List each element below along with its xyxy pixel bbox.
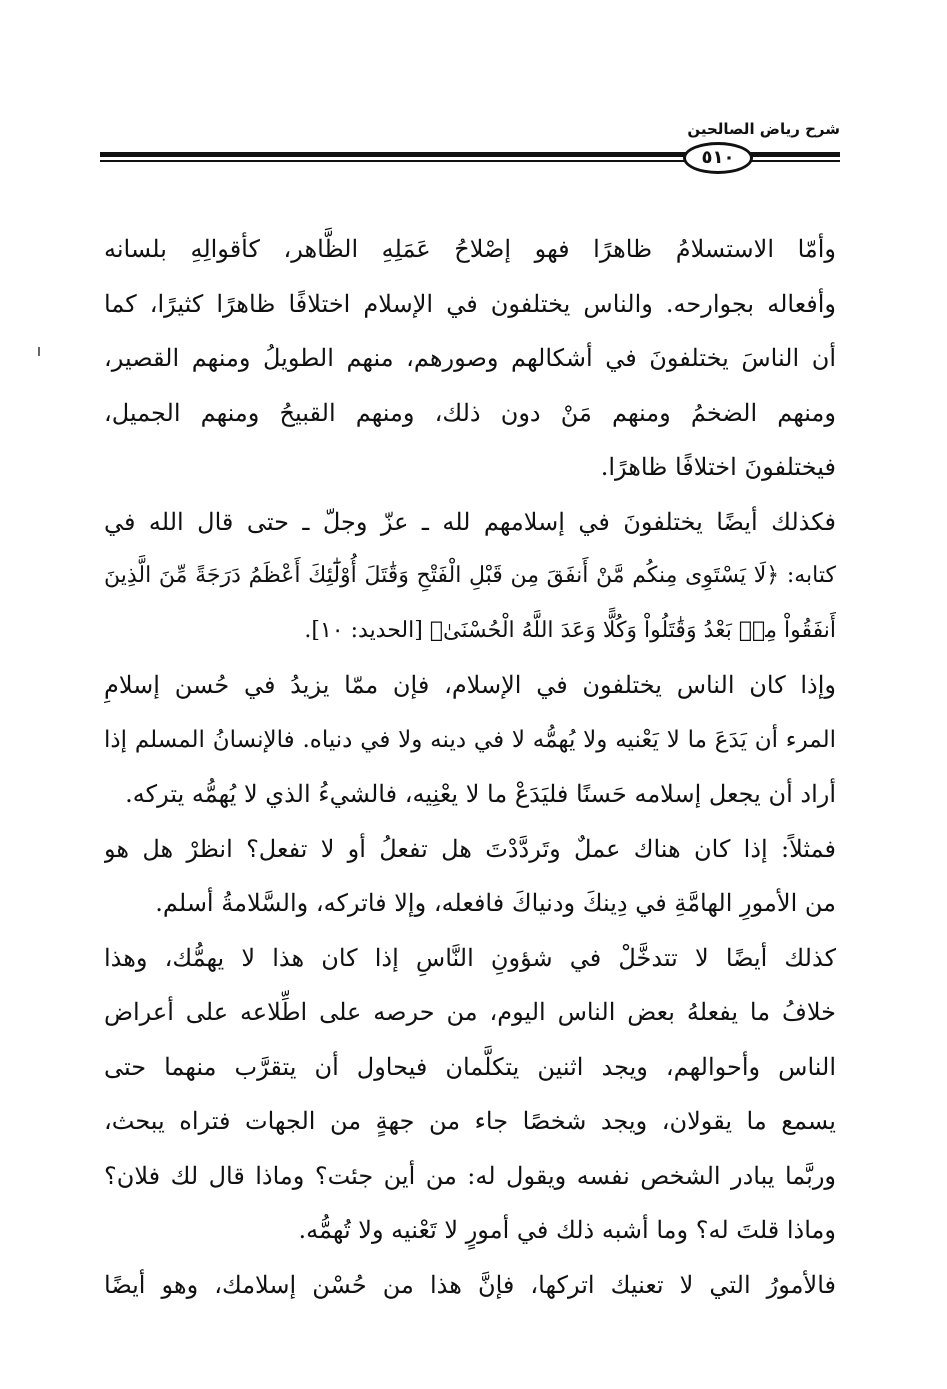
text-line: فيختلفونَ اختلافًا ظاهرًا. <box>600 453 836 481</box>
text-line: يسمع ما يقولان، ويجد شخصًا جاء من جهةٍ من الجهات فتراه يبحث، <box>104 1107 836 1135</box>
text-line: خلافُ ما يفعلهُ بعض الناس اليوم، من حرصه على اطِّلاعه على أعراض <box>104 998 836 1026</box>
text-line: أن الناسَ يختلفونَ في أشكالهم وصورهم، منهم الطويلُ ومنهم القصير، <box>104 344 836 372</box>
text-line: أراد أن يجعل إسلامه حَسنًا فليَدَعْ ما لا يعْنِيه، فالشيءُ الذي لا يُهمُّه يتركه. <box>125 780 836 808</box>
text-line: فمثلاً: إذا كان هناك عملٌ وتَردَّدْتَ هل تفعلُ أو لا تفعل؟ انظرْ هل هو <box>104 834 836 863</box>
quran-verse-line: كتابه: ﴿لَا يَسْتَوِى مِنكُم مَّنْ أَنفَقَ مِن قَبْلِ الْفَتْحِ وَقَٰتَلَ أُوْلَٰٓئِكَ أَعْظَمُ دَرَجَةً مِّنَ الَّذِينَ <box>104 563 836 588</box>
page-number: ٥١٠ <box>701 147 735 168</box>
text-line: وماذا قلتَ له؟ وما أشبه ذلك في أمورٍ لا تَعْنيه ولا تُهمُّه. <box>298 1216 836 1244</box>
page-text <box>104 222 836 1312</box>
running-header <box>100 120 840 142</box>
text-line: المرء أن يَدَعَ ما لا يَعْنيه ولا يُهمُّه لا في دينه ولا في دنياه. فالإنسانُ المسلم إذا <box>104 726 836 753</box>
text-line: وأفعاله بجوارحه. والناس يختلفون في الإسلام اختلافًا ظاهرًا كثيرًا، كما <box>104 289 836 318</box>
text-line: فكذلك أيضًا يختلفونَ في إسلامهم لله ـ عزّ وجلّ ـ حتى قال الله في <box>104 507 836 536</box>
text-line: وأمّا الاستسلامُ ظاهرًا فهو إصْلاحُ عَمَلِهِ الظَّاهر، كأقوالِهِ بلسانه <box>104 235 836 263</box>
text-line: وإذا كان الناس يختلفون في الإسلام، فإن ممّا يزيدُ في حُسن إسلامِ <box>104 671 836 699</box>
quran-verse-line: أَنفَقُواْ مِنۢ بَعْدُ وَقَٰتَلُواْ وَكُلًّا وَعَدَ اللَّهُ الْحُسْنَىٰ﴾ [الحديد: ١٠]. <box>304 617 836 643</box>
text-line: ومنهم الضخمُ ومنهم مَنْ دون ذلك، ومنهم القبيحُ ومنهم الجميل، <box>104 398 836 427</box>
book-title: شرح رياض الصالحين <box>687 120 840 138</box>
text-line: من الأمورِ الهامَّةِ في دِينكَ ودنياكَ فافعله، وإلا فاتركه، والسَّلامةُ أسلم. <box>155 889 836 917</box>
text-line: وربَّما يبادر الشخص نفسه ويقول له: من أين جئت؟ وماذا قال لك فلان؟ <box>104 1161 836 1190</box>
page-number-frame <box>683 142 753 174</box>
text-line: كذلك أيضًا لا تتدخَّلْ في شؤونِ النَّاسِ إذا كان هذا لا يهمُّك، وهذا <box>104 943 836 972</box>
text-line: الناس وأحوالهم، ويجد اثنين يتكلَّمان فيحاول أن يتقرَّب منهما حتى <box>104 1052 836 1081</box>
margin-mark <box>38 347 40 356</box>
text-line: فالأمورُ التي لا تعنيك اتركها، فإنَّ هذا من حُسْن إسلامك، وهو أيضًا <box>104 1270 836 1299</box>
